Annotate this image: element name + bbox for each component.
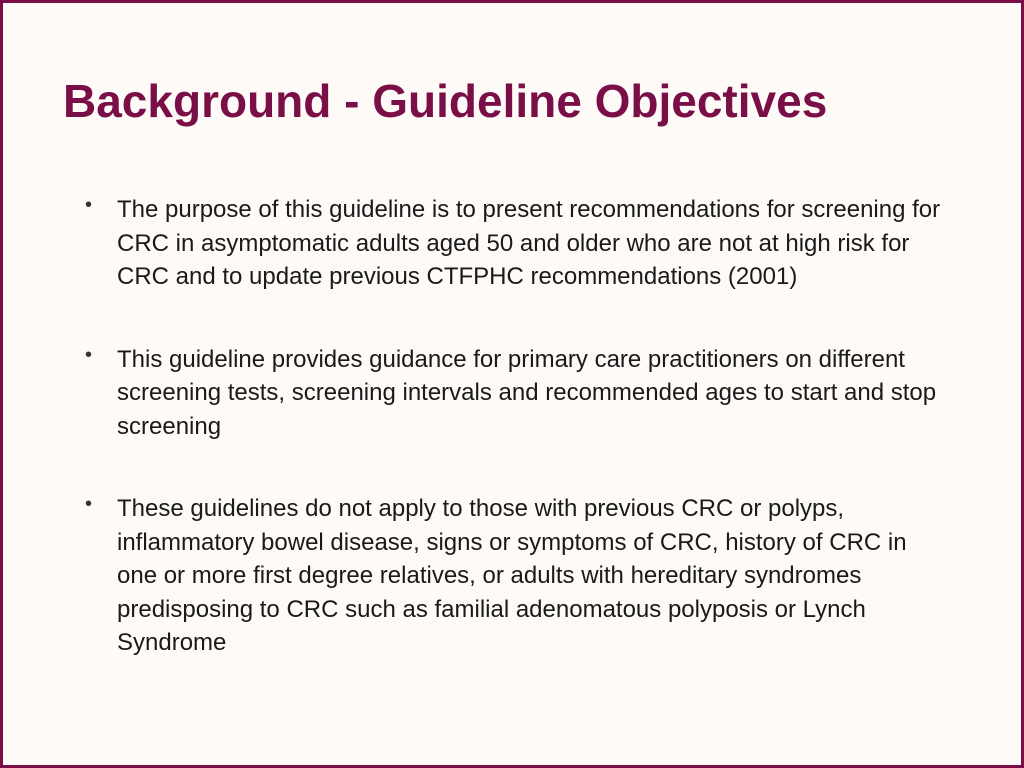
bullet-icon: • [85,493,93,515]
bullet-text: This guideline provides guidance for primary care practitioners on different screening tests, screening intervals and recommended ages to start and stop screening [117,345,937,440]
slide-title: Background - Guideline Objectives [63,75,828,127]
bullet-text: These guidelines do not apply to those with previous CRC or polyps, inflammatory bowel disease, signs or symptoms of CRC, history of CRC in one or more first degree relatives, or adults with hereditary syndromes predisposing to CRC such as familial adenomatous polyposis or Lynch Syndrome [117,495,907,656]
bullet-item [83,343,943,444]
bullet-item [83,193,943,294]
bullet-text: The purpose of this guideline is to present recommendations for screening for CRC in asymptomatic adults aged 50 and older who are not at high risk for CRC and to update previous CTFPHC recommendations (2001) [117,196,941,290]
bullet-icon: • [85,194,93,216]
bullet-list [83,193,943,660]
bullet-item [83,492,943,660]
bullet-icon: • [85,343,93,366]
